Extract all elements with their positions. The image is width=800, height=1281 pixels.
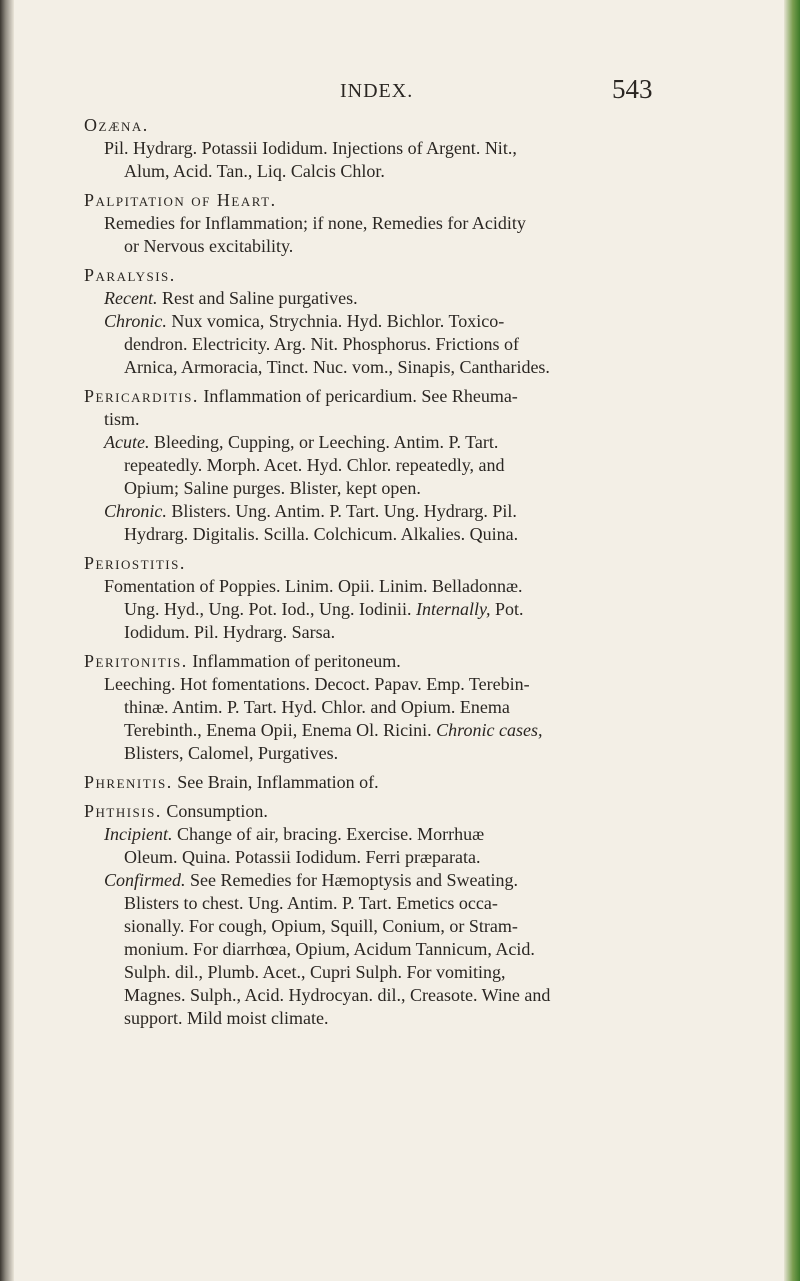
entry-periostitis: [84, 552, 664, 644]
entry-heading-line: [84, 800, 664, 823]
subentry-label: Recent.: [104, 288, 158, 308]
entry-text-line: sionally. For cough, Opium, Squill, Conium, or Stram-: [124, 916, 518, 936]
entry-text: Terebinth., Enema Opii, Enema Ol. Ricini.: [124, 720, 437, 740]
entry-text-line: repeatedly. Morph. Acet. Hyd. Chlor. repeatedly, and: [124, 455, 505, 475]
subentry-chronic: [104, 500, 664, 523]
entry-text-line: Iodidum. Pil. Hydrarg. Sarsa.: [124, 622, 336, 642]
entry-heading-line: [84, 771, 664, 794]
entry-text-line: dendron. Electricity. Arg. Nit. Phosphorus. Frictions of: [124, 334, 519, 354]
entry-ozaena: [84, 114, 664, 183]
running-title: INDEX.: [340, 80, 414, 102]
entry-text-line: Alum, Acid. Tan., Liq. Calcis Chlor.: [124, 161, 385, 181]
entry-heading: Ozæna.: [84, 115, 149, 135]
index-content: [84, 114, 664, 1036]
entry-text: Pot.: [490, 599, 524, 619]
entry-heading-line: [84, 385, 664, 408]
entry-text-line: Hydrarg. Digitalis. Scilla. Colchicum. Alkalies. Quina.: [124, 524, 519, 544]
entry-palpitation: [84, 189, 664, 258]
entry-heading: Phthisis.: [84, 801, 162, 821]
subentry-label: Acute.: [104, 432, 150, 452]
entry-text-italic: Internally,: [416, 599, 491, 619]
subentry-text: See Remedies for Hæmoptysis and Sweating.: [185, 870, 518, 890]
entry-text-line: Blisters to chest. Ung. Antim. P. Tart. Emetics occa-: [124, 893, 498, 913]
entry-text-italic: Chronic cases,: [436, 720, 543, 740]
entry-text: Ung. Hyd., Ung. Pot. Iod., Ung. Iodinii.: [124, 599, 416, 619]
entry-text-line: thinæ. Antim. P. Tart. Hyd. Chlor. and Opium. Enema: [124, 697, 510, 717]
entry-text-line: tism.: [104, 409, 140, 429]
entry-text-line: or Nervous excitability.: [124, 236, 294, 256]
entry-pericarditis: [84, 385, 664, 546]
entry-heading: Palpitation of Heart.: [84, 190, 277, 210]
subentry-incipient: [104, 823, 664, 846]
entry-heading: Periostitis.: [84, 553, 186, 573]
entry-phthisis: [84, 800, 664, 1030]
entry-heading-line: [84, 650, 664, 673]
entry-heading: Peritonitis.: [84, 651, 188, 671]
page-right-edge: [784, 0, 800, 1281]
entry-text-line: Remedies for Inflammation; if none, Remedies for Acidity: [104, 213, 526, 233]
entry-text-line: Magnes. Sulph., Acid. Hydrocyan. dil., Creasote. Wine and: [124, 985, 551, 1005]
entry-heading-text: Consumption.: [161, 801, 268, 821]
entry-text-line: Fomentation of Poppies. Linim. Opii. Linim. Belladonnæ.: [104, 576, 523, 596]
entry-phrenitis: [84, 771, 664, 794]
entry-heading: Pericarditis.: [84, 386, 199, 406]
entry-heading: Phrenitis.: [84, 772, 173, 792]
entry-text-line: [124, 598, 664, 621]
entry-text-line: Sulph. dil., Plumb. Acet., Cupri Sulph. For vomiting,: [124, 962, 506, 982]
entry-heading-text: See Brain, Inflammation of.: [172, 772, 379, 792]
entry-text-line: Arnica, Armoracia, Tinct. Nuc. vom., Sinapis, Cantharides.: [124, 357, 550, 377]
subentry-text: Bleeding, Cupping, or Leeching. Antim. P. Tart.: [149, 432, 499, 452]
page-left-edge-shadow: [0, 0, 14, 1281]
subentry-text: Rest and Saline purgatives.: [157, 288, 358, 308]
subentry-label: Confirmed.: [104, 870, 186, 890]
subentry-recent: [104, 287, 664, 310]
subentry-label: Incipient.: [104, 824, 173, 844]
entry-paralysis: [84, 264, 664, 379]
subentry-chronic: [104, 310, 664, 333]
entry-text-line: Blisters, Calomel, Purgatives.: [124, 743, 339, 763]
entry-text-line: support. Mild moist climate.: [124, 1008, 329, 1028]
subentry-label: Chronic.: [104, 311, 167, 331]
entry-text-line: monium. For diarrhœa, Opium, Acidum Tannicum, Acid.: [124, 939, 535, 959]
entry-text-line: Oleum. Quina. Potassii Iodidum. Ferri præparata.: [124, 847, 481, 867]
entry-text-line: Pil. Hydrarg. Potassii Iodidum. Injections of Argent. Nit.,: [104, 138, 517, 158]
subentry-confirmed: [104, 869, 664, 892]
entry-peritonitis: [84, 650, 664, 765]
entry-text-line: Opium; Saline purges. Blister, kept open.: [124, 478, 421, 498]
entry-heading-text: Inflammation of pericardium. See Rheuma-: [198, 386, 518, 406]
subentry-acute: [104, 431, 664, 454]
entry-heading-text: Inflammation of peritoneum.: [187, 651, 401, 671]
entry-text-line: [124, 719, 664, 742]
subentry-text: Blisters. Ung. Antim. P. Tart. Ung. Hydrarg. Pil.: [166, 501, 517, 521]
entry-text-line: Leeching. Hot fomentations. Decoct. Papav. Emp. Terebin-: [104, 674, 530, 694]
subentry-label: Chronic.: [104, 501, 167, 521]
page-number: 543: [612, 74, 653, 104]
subentry-text: Change of air, bracing. Exercise. Morrhuæ: [172, 824, 485, 844]
entry-heading: Paralysis.: [84, 265, 176, 285]
subentry-text: Nux vomica, Strychnia. Hyd. Bichlor. Toxico-: [166, 311, 505, 331]
